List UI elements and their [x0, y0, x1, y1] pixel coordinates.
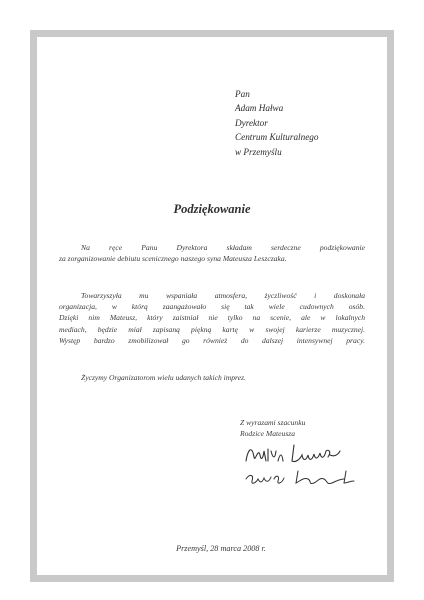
signature-mother [242, 461, 362, 491]
letter-heading: Podziękowanie [173, 202, 251, 216]
date-place-line: Przemyśl, 28 marca 2008 r. [176, 544, 266, 553]
paragraph-line: Towarzyszyła mu wspaniała atmosfera, życzliwość i doskonała [81, 291, 365, 300]
address-line: Dyrektor [235, 117, 268, 128]
address-line: w Przemyślu [235, 146, 282, 157]
paragraph-line: Dzięki nim Mateusz, który zaistniał nie tylko na scenie, ale w lokalnych [59, 313, 365, 323]
paragraph-line: Występ bardzo zmobilizował go również do dalszej intensywnej pracy. [59, 335, 365, 345]
address-line: Pan [235, 89, 250, 99]
closing-line: Z wyrazami szacunku [240, 418, 306, 427]
paragraph-line: za zorganizowanie debiutu scenicznego naszego syna Mateusza Leszczaka. [59, 254, 287, 264]
paragraph-line: organizacja, w którą zaangażowało się tak wiele cudownych osób. [59, 302, 365, 312]
paragraph-line: Życzymy Organizatorom wielu udanych takich imprez. [81, 373, 246, 382]
paragraph-line: Na ręce Panu Dyrektora składam serdeczne podziękowanie [81, 243, 365, 252]
paragraph-wishes [59, 372, 365, 383]
letter-page [30, 30, 394, 582]
address-line: Adam Hałwa [235, 103, 284, 114]
recipient-address [235, 87, 318, 159]
paragraph-atmosphere [59, 290, 365, 346]
address-line: Centrum Kulturalnego [235, 132, 319, 143]
paragraph-line: mediach, będzie miał zapisaną piękną kartę w swojej karierze muzycznej. [59, 324, 365, 334]
closing-line: Rodzice Mateusza [240, 429, 296, 438]
paragraph-thanks [59, 242, 365, 264]
closing [240, 417, 305, 439]
